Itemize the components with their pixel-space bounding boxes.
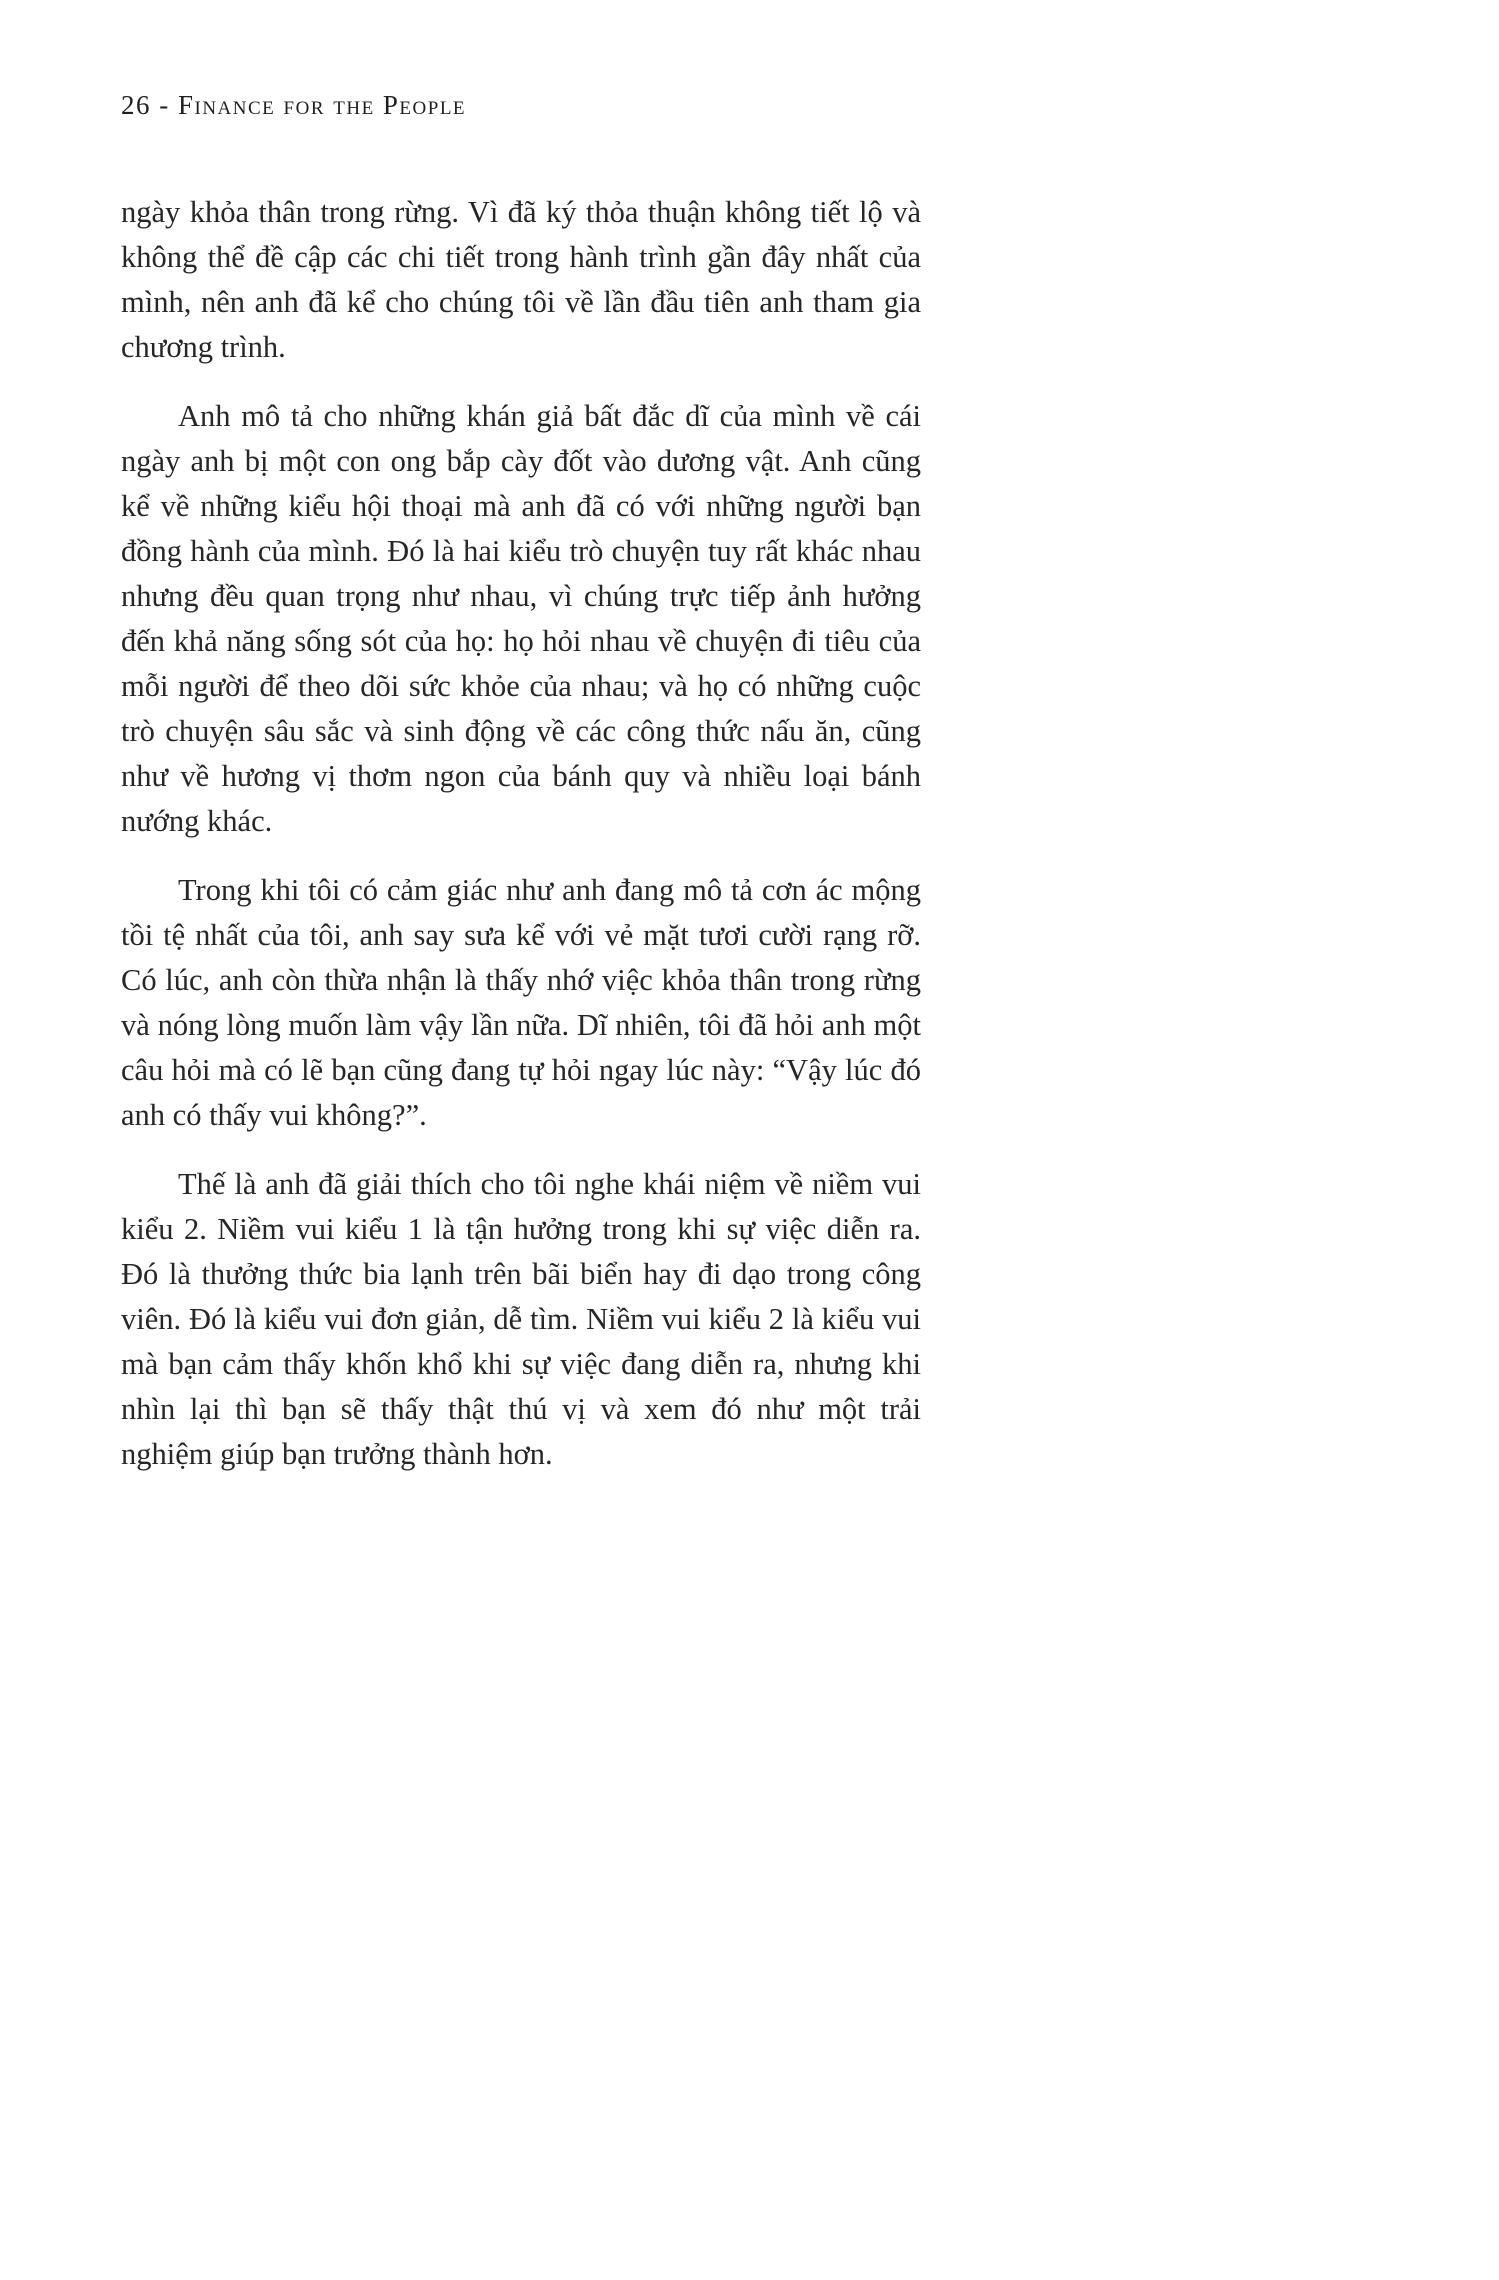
paragraph-1: ngày khỏa thân trong rừng. Vì đã ký thỏa thuận không tiết lộ và không thể đề cập các chi tiết trong hành trình gần đây nhất của mình, nên anh đã kể cho chúng tôi về lần đầu tiên anh tham gia chương trình. bbox=[121, 195, 921, 364]
paragraph-2: Anh mô tả cho những khán giả bất đắc dĩ của mình về cái ngày anh bị một con ong bắp cày đốt vào dương vật. Anh cũng kể về những kiểu hội thoại mà anh đã có với những người bạn đồng hành của mình. Đó là hai kiểu trò chuyện tuy rất khác nhau nhưng đều quan trọng như nhau, vì chúng trực tiếp ảnh hưởng đến khả năng sống sót của họ: họ hỏi nhau về chuyện đi tiêu của mỗi người để theo dõi sức khỏe của nhau; và họ có những cuộc trò chuyện sâu sắc và sinh động về các công thức nấu ăn, cũng như về hương vị thơm ngon của bánh quy và nhiều loại bánh nướng khác. bbox=[121, 399, 921, 838]
paragraph-4: Thế là anh đã giải thích cho tôi nghe khái niệm về niềm vui kiểu 2. Niềm vui kiểu 1 là tận hưởng trong khi sự việc diễn ra. Đó là thưởng thức bia lạnh trên bãi biển hay đi dạo trong công viên. Đó là kiểu vui đơn giản, dễ tìm. Niềm vui kiểu 2 là kiểu vui mà bạn cảm thấy khốn khổ khi sự việc đang diễn ra, nhưng khi nhìn lại thì bạn sẽ thấy thật thú vị và xem đó như một trải nghiệm giúp bạn trưởng thành hơn. bbox=[121, 1167, 921, 1471]
running-header: 26 - Finance for the People bbox=[121, 90, 467, 120]
paragraph-3: Trong khi tôi có cảm giác như anh đang mô tả cơn ác mộng tồi tệ nhất của tôi, anh say sưa kể với vẻ mặt tươi cười rạng rỡ. Có lúc, anh còn thừa nhận là thấy nhớ việc khỏa thân trong rừng và nóng lòng muốn làm vậy lần nữa. Dĩ nhiên, tôi đã hỏi anh một câu hỏi mà có lẽ bạn cũng đang tự hỏi ngay lúc này: “Vậy lúc đó anh có thấy vui không?”. bbox=[121, 873, 921, 1132]
body-text bbox=[121, 190, 921, 1501]
